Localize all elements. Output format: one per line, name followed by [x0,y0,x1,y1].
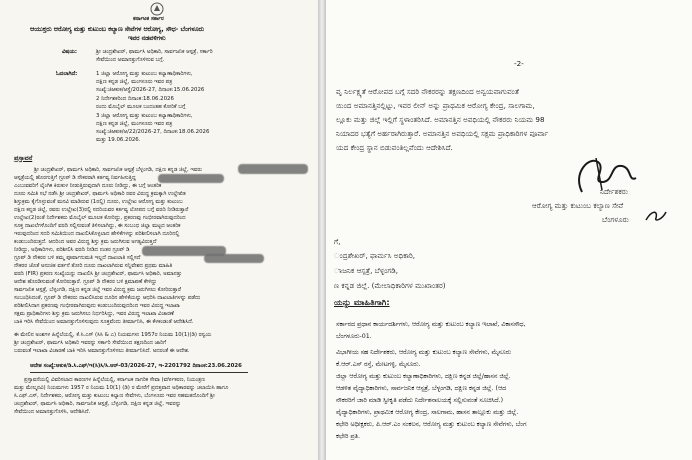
preamble-line: ಆದೇಶ ಹೊರಡಿಸುವಂತೆ ಕೋರಿರುತ್ತಾರೆ. ಗ್ರೂಪ್ ಡಿ ನೌಕರರ ಬಳಿ ಕ್ಷಮಾಪಣೆ ಕೇಳಿದ್ದು [14,279,157,285]
preamble-line: ದಕ್ಷಿಣ ಕನ್ನಡ ಜಿಲ್ಲೆ, ರವರು ಉಲ್ಲೇಖ(3)ರಲ್ಲಿ ಸದರಿಯವರ ಕರ್ತವ್ಯ ಲೋಪದ ಬಗ್ಗೆ ವರದಿ ನೀಡಿರುತ್ತಾರೆ [14,207,189,213]
copy-line: ಸರ್ಕಾರದ ಪ್ರಧಾನ ಕಾರ್ಯದರ್ಶಿಗಳು, ಆರೋಗ್ಯ ಮತ್ತು ಕುಟುಂಬ ಕಲ್ಯಾಣ ಇಲಾಖೆ, ವಿಕಾಸಸೌಧ, [336,321,526,328]
preamble-line: ಎಂಬುವವರಿಗೆ ಲೈಂಗಿಕ ಕಿರುಕುಳ ನೀಡುತ್ತಿರುವುದಾಗಿ ದೂರು ನೀಡಿದ್ದು, ಈ ಬಗ್ಗೆ ಆಂತರಿಕ [14,183,162,189]
reference-line: ಮತ್ತು 19.06.2026. [96,137,141,143]
preamble-line: ಸಂಬಂಧಿಸಿದಂತೆ, ಗ್ರೂಪ್ ಡಿ ನೌಕರರು ದಾಖಲಿಸಿರುವ ದೂರಿನ ಹೇಳಿಕೆಯನ್ನು ಆಧರಿಸಿ ದಾಖಲಾತಿಗಳನ್ನು ಪಡೆದು [14,295,201,301]
preamble-line: ಉಲ್ಲೇಖ(2)ರಂತೆ ನಿರ್ದೇಶಕರು ಮೊಬೈಲ್ ಮೂಲಕ ಕೋರಿದ್ದು, ಪ್ರಕರಣವು ಗಂಭೀರವಾಗಿರುವುದರಿಂದ [14,215,186,221]
signatory-office: ಆರೋಗ್ಯ ಮತ್ತು ಕುಟುಂಬ ಕಲ್ಯಾಣ ಸೇವೆ [532,201,624,210]
copy-line: ಕಛೇರಿ ಪ್ರತಿ. [336,433,360,440]
signatory-place: ಬೆಂಗಳೂರು [602,215,629,224]
copy-line: ವೈದ್ಯಾಧಿಕಾರಿಗಳು, ಪ್ರಾಥಮಿಕ ಆರೋಗ್ಯ ಕೇಂದ್ರ, ಸಾಲಗಾಮ, ಹಾಸನ ತಾಲ್ಲೂಕು ಮತ್ತು ಜಿಲ್ಲೆ. [336,409,519,416]
reference-line: 3 ಜಿಲ್ಲಾ ಆರೋಗ್ಯ ಮತ್ತು ಕುಟುಂಬ ಕಲ್ಯಾಣಾಧಿಕಾರಿಗಳು, [96,113,193,119]
body-line: ವೃ ನಿರ್ಲಕ್ಷ್ಯತೆ ಆರೋಪದ ಬಗ್ಗೆ ಸದರಿ ನೌಕರರನ್ನು ತಕ್ಷಣದಿಂದ ಅನ್ವಯವಾಗುವಂತೆ [336,87,519,96]
redaction-mark [238,164,308,174]
page-number: -2- [514,59,524,68]
body-line: ಯಿಂದ ಅಮಾನತ್ತಿನಲ್ಲಿಟ್ಟು, ಇವರ ಲೀನ್ ಅನ್ನು ಪ್ರಾಥಮಿಕ ಆರೋಗ್ಯ ಕೇಂದ್ರ, ಸಾಲಗಾಮ, [336,101,535,110]
reference-line: ಸಂಖ್ಯೆ:ಜಿಆಕುಕ/ಆಸ್ಥೆ/2026-27, ದಿನಾಂಕ:15.06.2026 [96,87,205,93]
to-line: ಂದ್ರಶೇಖರ್, ಫಾರ್ಮಸಿ ಅಧಿಕಾರಿ, [334,251,416,260]
copy-heading: ಯನ್ನು ಮಾಹಿತಿಗಾಗಿ: [334,297,390,307]
copy-line: ಕಛೇರಿ ಅಧೀಕ್ಷಕರು, ಪಿ.ಆರ್.ಎಂ ಸಂಕಲನ, ಆರೋಗ್ಯ ಮತ್ತು ಕುಟುಂಬ ಕಲ್ಯಾಣ ಸೇವೆಗಳು, ಬೆಂಗ [336,421,527,428]
preamble-line: ಬಾಕಿ ಇರಿಸಿ ಸೇವೆಯಿಂದ ಅಮಾನತ್ತುಗೊಳಿಸುವುದು ಸೂಕ್ತವೆಂದು ತೀರ್ಮಾನಿಸಿ, ಈ ಕೆಳಕಂಡಂತೆ ಆದೇಶಿಸಿದೆ. [14,319,194,325]
initial-mark [644,208,668,224]
order-line: ಮತ್ತು ಮೇಲ್ಮನವಿ) ನಿಯಮಗಳು 1957 ರ ನಿಯಮ 10(1) (ಡಿ) ರ ಮೇರೆಗೆ ಪ್ರದತ್ತವಾದ ಅಧಿಕಾರವನ್ನು ಚಲಾಯಿಸಿ ಹಾಗೂ [14,385,229,391]
order-number-underline [30,372,248,373]
header-office-line-1: ಆಯುಕ್ತರು ಆರೋಗ್ಯ ಮತ್ತು ಕುಟುಂಬ ಕಲ್ಯಾಣ ಸೇವೆಗಳ ಆರೋಗ್ಯ, ಸೌಧ- ಬೆಂಗಳೂರು [30,26,204,33]
reference-line: 1 ಜಿಲ್ಲಾ ಆರೋಗ್ಯ ಮತ್ತು ಕುಟುಂಬ ಕಲ್ಯಾಣಾಧಿಕಾರಿಗಳು, [96,71,193,77]
copy-line: ಆಡಳಿತ ವೈದ್ಯಾಧಿಕಾರಿಗಳು, ಸಾರ್ವಜನಿಕ ಆಸ್ಪತ್ರೆ, ಬೆಳ್ಳಂಗಡಿ, ದಕ್ಷಿಣ ಕನ್ನಡ ಜಿಲ್ಲೆ. (ಆದ [336,385,507,392]
order-number: ಆದೇಶ ಸಂಖ್ಯೆ:ಆಕುಕ/ಡಿ.ಸಿ.ಎಫ್/ಇ(ಸಿ)ಸಿ/ಸಿ.ಆರ್-03/2026-27, ಇ-2201792 ದಿನಾಂಕ:23.06.2026 [30,363,242,369]
rule-line: ಬರುವಂತೆ ಇಲಾಖಾ ವಿಚಾರಣೆ ಬಾಕಿ ಇರಿಸಿ ಅಮಾನತ್ತುಗೊಳಿಸಲು ತೀರ್ಮಾನಿಸಿದೆ. ಅದರಂತೆ ಈ ಆದೇಶ. [14,348,190,354]
preamble-line: ನೀಡಿದ್ದು, ಅಧಿಕಾರಿಗಳು, ಪರಿಶೀಲಿಸಿ ವರದಿ ನೀಡಿದ ನಂತರ ಗ್ರೂಪ್ ಡಿ [14,247,130,253]
copy-line: ವಿಭಾಗೀಯ ಸಹ ನಿರ್ದೇಶಕರು, ಆರೋಗ್ಯ ಮತ್ತು ಕುಟುಂಬ ಕಲ್ಯಾಣ ಸೇವೆಗಳು, ಮೈಸೂರು [336,349,512,356]
reference-line: ದಕ್ಷಿಣ ಕನ್ನಡ ಜಿಲ್ಲೆ, ಮಂಗಳೂರು ಇವರ ಪತ್ರ [96,79,173,85]
body-line: ನಿಯಾದರ ಭತ್ಯೆಗೆ ಅರ್ಹರಾಗಿರುತ್ತಾರೆ. ಅಮಾನತ್ತಿನ ಅವಧಿಯಲ್ಲಿ ಸಕ್ಷಮ ಪ್ರಾಧಿಕಾರಿಗಳ ಪೂರ್ವಾ [336,129,549,138]
preamble-line: ವರದಿ (FIR) ಪ್ರಕರಣ ಸಂಖ್ಯೆಯನ್ನು ದಾಖಲಿಸಿ ಶ್ರೀ ಚಂದ್ರಶೇಖರ್, ಫಾರ್ಮಸಿ ಅಧಿಕಾರಿ, ಅಮಾನತ್ತು [14,271,182,277]
page-2 [326,0,692,460]
preamble-line: ನೌಕರರ ಜೊತೆ ಅನುಚಿತ ವರ್ತನೆ ತೋರಿ ದೂರು ದಾಖಲಾಗಿರುವ ಸನ್ನಿವೇಶದ ಪ್ರಥಮ ಮಾಹಿತಿ [14,263,173,269]
preamble-line: ಪರಿಶೀಲಿಸಿದಾಗ ಪ್ರಕರಣವು ಗಂಭೀರವಾಗಿರುವುದು ಕಂಡುಬಂದಿರುವುದರಿಂದ ಇವರ ವಿರುದ್ಧ ಇಲಾಖಾ [14,303,180,309]
preamble-line: ಗ್ರೂಪ್ ಡಿ ನೌಕರರ ಬಳಿ ತಮ್ಮ ಪೂರ್ವಾನುಮತಿ ಇಲ್ಲದೆ ದಾಖಲಾತಿ ಸಲ್ಲಿಸದೆ [14,255,141,261]
body-line: ಯದ ಕೇಂದ್ರ ಸ್ಥಾನ ಬಿಡುವಂತಿಲ್ಲವೆಂದು ಆದೇಶಿಸಿದೆ. [336,143,453,152]
preamble-heading: ಪ್ರಸ್ತಾವನೆ [14,155,33,162]
preamble-line: ಸೂಕ್ತ ದಾಖಲೆಗಳೊಂದಿಗೆ ವರದಿ ಸಲ್ಲಿಸುವಂತೆ ತಿಳಿಸಲಾಗಿದ್ದು, ಈ ಸಂಬಂಧ ಜಿಲ್ಲಾ ಮಟ್ಟದ ಆಂತರಿಕ [14,223,181,229]
preamble-line: ಕಂಡುಬಂದಿರುತ್ತದೆ. ಆದರಿಂದ ಅವರ ವಿರುದ್ಧ ಶಿಸ್ತು ಕ್ರಮ ಜರುಗಿಸುವ ಅಗತ್ಯವಿರುತ್ತದೆ [14,239,157,245]
rule-line: ಈ ಮೇಲಿನ ಅಂಶಗಳ ಹಿನ್ನೆಲೆಯಲ್ಲಿ, ಕೆ.ಸಿ.ಎಸ್ (ಸಿಸಿ & ಎ) ನಿಯಮಗಳು 1957ರ ನಿಯಮ 10(1)(ಡಿ) ರನ್ವಯ [14,332,212,338]
preamble-line: ಆಸ್ಪತ್ರೆಯಲ್ಲಿ ಹೊರಗುತ್ತಿಗೆ ಗ್ರೂಪ್ ಡಿ ನೌಕರರಾಗಿ ಕರ್ತವ್ಯ ನಿರ್ವಹಿಸುತ್ತಿದ್ದ [14,175,136,181]
redaction-mark [204,254,264,263]
preamble-line: ಸಾರ್ವಜನಿಕ ಆಸ್ಪತ್ರೆ, ಬೆಳ್ಳಂಗಡಿ, ದಕ್ಷಿಣ ಕನ್ನಡ ಜಿಲ್ಲೆ ಇವರ ವಿರುದ್ಧ ಕ್ರಮ ಜರುಗಿಸಲು ಕೋರಿರುತ್ತಾರೆ [14,287,181,293]
copy-line: ಕೆ.ಆರ್.ಎಸ್ ರಸ್ತೆ, ಮೇಟಗಳ್ಳಿ, ಮೈಸೂರು. [336,361,421,368]
subject-line: ಶ್ರೀ ಚಂದ್ರಶೇಖರ್, ಫಾರ್ಮಸಿ ಅಧಿಕಾರಿ, ಸಾರ್ವಜನಿಕ ಆಸ್ಪತ್ರೆ, ಸರ್ಕಾರಿ [96,49,213,55]
page-fold [318,0,326,460]
subject-label: ವಿಷಯ: [62,49,78,55]
subject-line: ಸೇವೆಯಿಂದ ಅಮಾನತ್ತುಗೊಳಿಸುವ ಬಗ್ಗೆ. [96,57,165,63]
copy-line: ಬೆಂಗಳೂರು-01. [336,333,372,340]
reference-line: ರಂದು ಮೊಬೈಲ್ ಮೂಲಕ ಬಂದಂತಹ ಕೋರಿಕೆ ಬಗ್ಗೆ [96,104,186,110]
body-line: ಲ್ಲೂಕು ಮತ್ತು ಜಿಲ್ಲೆ ಇಲ್ಲಿಗೆ ಸ್ಥಳಾಂತರಿಸಿದೆ. ಅಮಾನತ್ತಿನ ಅವಧಿಯಲ್ಲಿ ನೌಕರರು ನಿಯಮ 98 [336,115,545,124]
header-govt: ಕರ್ನಾಟಕ ಸರ್ಕಾರ [133,16,164,22]
copy-line: ನೌಕರರಿಗೆ ಜಾರಿ ಮಾಡಿ ಸ್ವೀಕೃತಿ ಪಡೆದು ನಿರ್ದೇಶನಾಲಯಕ್ಕೆ ಸಲ್ಲಿಸುವಂತೆ ಸೂಚಿಸಿದೆ.) [336,397,504,404]
preamble-line: ಶಿಸ್ತುಕ್ರಮ ಕೈಗೊಳ್ಳುವಂತೆ ಮನವಿ ಮಾಡಿರುವ (1ರಲ್ಲಿ) ದೂರು, ಉಲ್ಲೇಖ ಆರೋಗ್ಯ ಮತ್ತು ಕುಟುಂಬ [14,199,183,205]
order-line: ಚಂದ್ರಶೇಖರ್, ಫಾರ್ಮಸಿ ಅಧಿಕಾರಿ, ಸಾರ್ವಜನಿಕ ಆಸ್ಪತ್ರೆ, ಬೆಳ್ಳಂಗಡಿ, ದಕ್ಷಿಣ ಕನ್ನಡ ಜಿಲ್ಲೆ, ಇವರನ್ನು [14,401,181,407]
emblem-icon [150,2,164,16]
redaction-mark [158,174,224,183]
preamble-line: ಶ್ರೀ ಚಂದ್ರಶೇಖರ್, ಫಾರ್ಮಸಿ ಅಧಿಕಾರಿ, ಸಾರ್ವಜನಿಕ ಆಸ್ಪತ್ರೆ ಬೆಳ್ಳಂಗಡಿ, ದಕ್ಷಿಣ ಕನ್ನಡ ಜಿಲ್ಲೆ, ಇವರು [34,167,202,173]
order-line: ಸಿ.ಎಫ್.ಎಸ್, ನಿರ್ದೇಶಕರು, ಆರೋಗ್ಯ ಮತ್ತು ಕುಟುಂಬ ಕಲ್ಯಾಣ ಸೇವೆಗಳು, ಬೆಂಗಳೂರು ಇವರ ಸಹಮತದೊಂದಿಗೆ ಶ್ರೀ [14,393,215,399]
to-line: ಾಜನಿಕ ಆಸ್ಪತ್ರೆ, ಬೆಳ್ಳಂಗಡಿ, [334,266,399,275]
preamble-line: ಸಕ್ಷಮ ಪ್ರಾಧಿಕಾರಿಗಳು ಶಿಸ್ತು ಕ್ರಮ ಜರುಗಿಸಲು ನಿರ್ಧರಿಸಿದ್ದು, ಇವರ ವಿರುದ್ಧ ಇಲಾಖಾ ವಿಚಾರಣೆ [14,311,174,317]
order-line: ಪ್ರಸ್ತಾವನೆಯಲ್ಲಿ ವಿವರಿಸಲಾದ ಕಾರಣಗಳ ಹಿನ್ನೆಲೆಯಲ್ಲಿ, ಕರ್ನಾಟಕ ನಾಗರಿಕ ಸೇವಾ (ವರ್ಗೀಕರಣ, ನಿಯಂತ್ರಣ [24,377,205,383]
preamble-line: ದೂರು ಸಮಿತಿ ಸಭೆ ನಡೆಸಿ ಶ್ರೀ ಚಂದ್ರಶೇಖರ್, ಫಾರ್ಮಸಿ ಅಧಿಕಾರಿ ರವರ ವಿರುದ್ಧ ಕ್ರಮಕ್ಕಾಗಿ ಉಲ್ಲೇಖಿತ [14,191,186,197]
reference-line: 2 ನಿರ್ದೇಶಕರಿಂದ ದಿನಾಂಕ:18.06.2026 [96,96,174,102]
reference-label: ಓದಲಾಗಿದೆ: [56,71,78,77]
copy-line: ಜಿಲ್ಲಾ ಆರೋಗ್ಯ ಮತ್ತು ಕುಟುಂಬ ಕಲ್ಯಾಣಾಧಿಕಾರಿಗಳು, ದಕ್ಷಿಣ ಕನ್ನಡ ಜಿಲ್ಲೆ/ಹಾಸನ ಜಿಲ್ಲೆ. [336,373,511,380]
reference-line: ಸಂಖ್ಯೆ:ಜಿಆಕುಕ/ಆ/22/2026-27, ದಿನಾಂಕ:18.06.2026 [96,129,210,135]
to-label: ಗೆ, [334,237,341,246]
to-line: ಣ ಕನ್ನಡ ಜಿಲ್ಲೆ. (ಮೇಲಾಧಿಕಾರಿಗಳ ಮುಖಾಂತರ) [334,281,446,290]
page-1 [0,0,319,460]
rule-line: ಶ್ರೀ ಚಂದ್ರಶೇಖರ್, ಫಾರ್ಮಸಿ ಅಧಿಕಾರಿ ಇವರನ್ನು ಸರ್ಕಾರಿ ಸೇವೆಯಿಂದ ತಕ್ಷಣದಿಂದ ಜಾರಿಗೆ [14,340,167,346]
reference-line: ದಕ್ಷಿಣ ಕನ್ನಡ ಜಿಲ್ಲೆ, ಮಂಗಳೂರು ಇವರ ಪತ್ರ [96,121,173,127]
signatory-title: ನಿರ್ದೇಶಕರು [600,187,628,196]
order-line: ಸೇವೆಯಿಂದ ಅಮಾನತ್ತುಗೊಳಿಸಿ, ಆದೇಶಿಸಿದೆ. [14,409,91,415]
preamble-line: ಇರುವುದರಿಂದ ಸದರಿ ಸಮಿತಿಯಿಂದ ದಾಖಲಿಸಿಕೊಳ್ಳಲಾದ ಹೇಳಿಕೆಗಳನ್ನು ಪರಿಶೀಲಿಸಲಾಗಿ ದೂರಿನಲ್ಲಿ [14,231,180,237]
header-office-line-2: ಇವರ ನಡವಳಿಗಳು [128,35,166,42]
